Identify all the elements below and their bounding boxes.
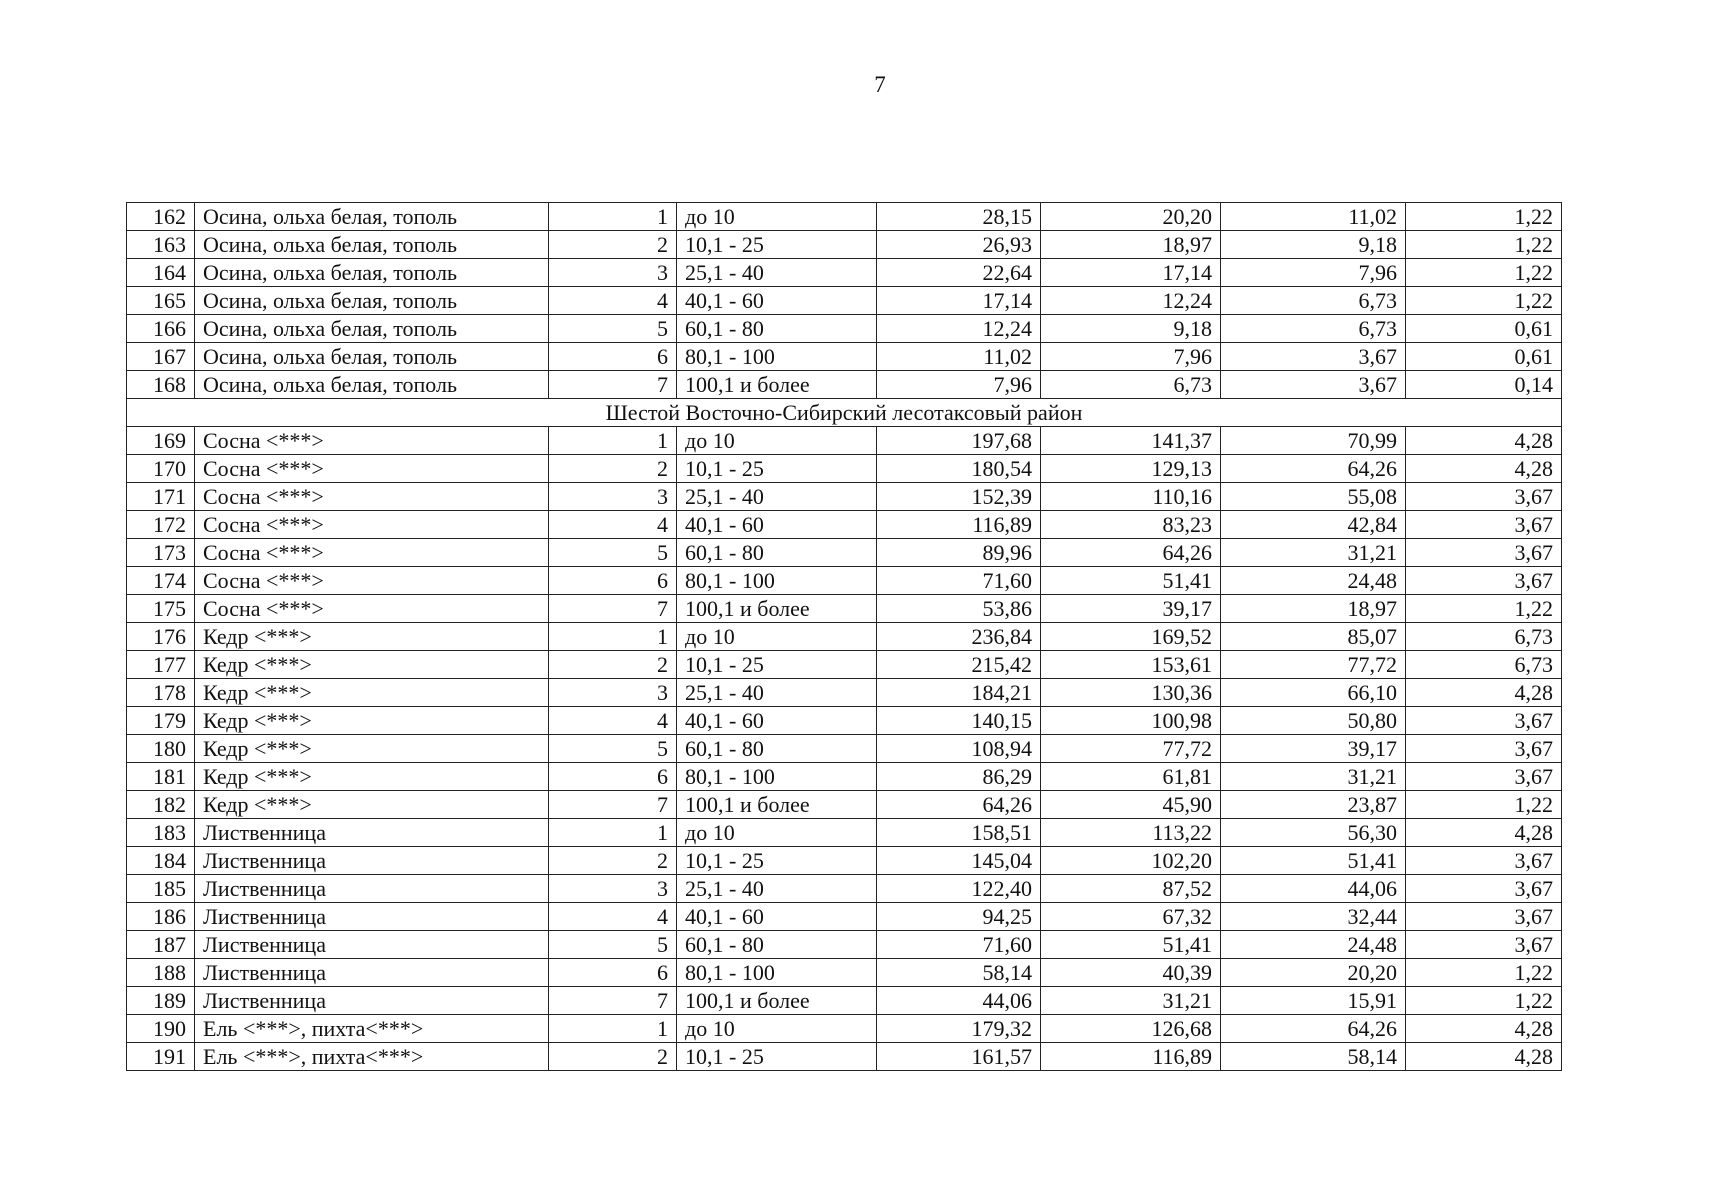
rate-table <box>126 202 1562 1071</box>
rate-value-4: 4,28 <box>1406 1015 1562 1043</box>
grade-number: 5 <box>549 315 677 343</box>
diameter-range: 100,1 и более <box>677 791 877 819</box>
table-row <box>127 455 1562 483</box>
species-name: Лиственница <box>195 875 549 903</box>
grade-number: 3 <box>549 679 677 707</box>
species-name: Сосна <***> <box>195 427 549 455</box>
rate-value-2: 100,98 <box>1041 707 1221 735</box>
diameter-range: 10,1 - 25 <box>677 651 877 679</box>
table-row <box>127 1015 1562 1043</box>
rate-value-3: 23,87 <box>1221 791 1406 819</box>
table-row <box>127 791 1562 819</box>
rate-value-3: 58,14 <box>1221 1043 1406 1071</box>
row-number: 179 <box>127 707 195 735</box>
section-heading: Шестой Восточно-Сибирский лесотаксовый район <box>127 399 1562 427</box>
species-name: Кедр <***> <box>195 763 549 791</box>
row-number: 185 <box>127 875 195 903</box>
rate-value-1: 197,68 <box>877 427 1041 455</box>
rate-value-4: 1,22 <box>1406 231 1562 259</box>
species-name: Лиственница <box>195 903 549 931</box>
row-number: 167 <box>127 343 195 371</box>
rate-value-1: 108,94 <box>877 735 1041 763</box>
species-name: Осина, ольха белая, тополь <box>195 287 549 315</box>
grade-number: 4 <box>549 287 677 315</box>
rate-value-2: 6,73 <box>1041 371 1221 399</box>
rate-value-2: 102,20 <box>1041 847 1221 875</box>
rate-value-3: 9,18 <box>1221 231 1406 259</box>
table-row <box>127 735 1562 763</box>
rate-value-3: 20,20 <box>1221 959 1406 987</box>
species-name: Ель <***>, пихта<***> <box>195 1043 549 1071</box>
rate-value-3: 64,26 <box>1221 455 1406 483</box>
rate-value-1: 140,15 <box>877 707 1041 735</box>
species-name: Сосна <***> <box>195 567 549 595</box>
table-row <box>127 595 1562 623</box>
table-row <box>127 651 1562 679</box>
diameter-range: 100,1 и более <box>677 371 877 399</box>
grade-number: 6 <box>549 763 677 791</box>
rate-value-4: 1,22 <box>1406 987 1562 1015</box>
table-row <box>127 707 1562 735</box>
rate-value-1: 28,15 <box>877 203 1041 231</box>
rate-value-1: 11,02 <box>877 343 1041 371</box>
species-name: Лиственница <box>195 959 549 987</box>
grade-number: 2 <box>549 651 677 679</box>
rate-value-1: 71,60 <box>877 931 1041 959</box>
rate-value-1: 58,14 <box>877 959 1041 987</box>
rate-value-2: 141,37 <box>1041 427 1221 455</box>
grade-number: 2 <box>549 231 677 259</box>
table-row <box>127 259 1562 287</box>
species-name: Кедр <***> <box>195 735 549 763</box>
rate-value-1: 116,89 <box>877 511 1041 539</box>
grade-number: 7 <box>549 595 677 623</box>
rate-value-4: 4,28 <box>1406 679 1562 707</box>
row-number: 175 <box>127 595 195 623</box>
species-name: Кедр <***> <box>195 679 549 707</box>
species-name: Кедр <***> <box>195 623 549 651</box>
species-name: Кедр <***> <box>195 707 549 735</box>
rate-value-2: 153,61 <box>1041 651 1221 679</box>
rate-value-1: 161,57 <box>877 1043 1041 1071</box>
rate-value-3: 44,06 <box>1221 875 1406 903</box>
rate-value-1: 53,86 <box>877 595 1041 623</box>
diameter-range: 25,1 - 40 <box>677 875 877 903</box>
species-name: Сосна <***> <box>195 595 549 623</box>
rate-value-4: 1,22 <box>1406 595 1562 623</box>
rate-value-2: 116,89 <box>1041 1043 1221 1071</box>
rate-value-1: 17,14 <box>877 287 1041 315</box>
diameter-range: 40,1 - 60 <box>677 511 877 539</box>
rate-value-2: 39,17 <box>1041 595 1221 623</box>
rate-value-3: 24,48 <box>1221 931 1406 959</box>
table-row <box>127 875 1562 903</box>
rate-value-4: 3,67 <box>1406 903 1562 931</box>
rate-value-4: 3,67 <box>1406 567 1562 595</box>
rate-value-3: 42,84 <box>1221 511 1406 539</box>
table-row <box>127 315 1562 343</box>
rate-value-4: 4,28 <box>1406 1043 1562 1071</box>
row-number: 178 <box>127 679 195 707</box>
page-number: 7 <box>874 72 886 97</box>
grade-number: 2 <box>549 455 677 483</box>
species-name: Осина, ольха белая, тополь <box>195 315 549 343</box>
row-number: 183 <box>127 819 195 847</box>
rate-value-3: 64,26 <box>1221 1015 1406 1043</box>
rate-value-1: 64,26 <box>877 791 1041 819</box>
grade-number: 4 <box>549 707 677 735</box>
row-number: 176 <box>127 623 195 651</box>
row-number: 184 <box>127 847 195 875</box>
rate-value-3: 50,80 <box>1221 707 1406 735</box>
rate-value-4: 0,61 <box>1406 343 1562 371</box>
rate-value-3: 77,72 <box>1221 651 1406 679</box>
grade-number: 6 <box>549 567 677 595</box>
rate-value-1: 179,32 <box>877 1015 1041 1043</box>
rate-value-4: 3,67 <box>1406 847 1562 875</box>
diameter-range: 40,1 - 60 <box>677 903 877 931</box>
rate-value-4: 4,28 <box>1406 455 1562 483</box>
rate-value-4: 6,73 <box>1406 623 1562 651</box>
rate-value-3: 32,44 <box>1221 903 1406 931</box>
diameter-range: 100,1 и более <box>677 595 877 623</box>
diameter-range: 25,1 - 40 <box>677 679 877 707</box>
species-name: Осина, ольха белая, тополь <box>195 371 549 399</box>
rate-value-2: 40,39 <box>1041 959 1221 987</box>
rate-value-1: 152,39 <box>877 483 1041 511</box>
diameter-range: 80,1 - 100 <box>677 567 877 595</box>
species-name: Сосна <***> <box>195 483 549 511</box>
grade-number: 1 <box>549 203 677 231</box>
rate-value-3: 51,41 <box>1221 847 1406 875</box>
rate-value-4: 4,28 <box>1406 819 1562 847</box>
rate-value-1: 184,21 <box>877 679 1041 707</box>
row-number: 162 <box>127 203 195 231</box>
grade-number: 5 <box>549 735 677 763</box>
rate-value-4: 3,67 <box>1406 483 1562 511</box>
row-number: 171 <box>127 483 195 511</box>
row-number: 170 <box>127 455 195 483</box>
grade-number: 6 <box>549 959 677 987</box>
row-number: 173 <box>127 539 195 567</box>
rate-value-2: 51,41 <box>1041 931 1221 959</box>
rate-value-3: 31,21 <box>1221 763 1406 791</box>
rate-value-3: 3,67 <box>1221 371 1406 399</box>
diameter-range: 60,1 - 80 <box>677 735 877 763</box>
rate-value-2: 64,26 <box>1041 539 1221 567</box>
rate-value-2: 7,96 <box>1041 343 1221 371</box>
rate-table-body <box>127 203 1562 1071</box>
rate-value-3: 39,17 <box>1221 735 1406 763</box>
diameter-range: до 10 <box>677 623 877 651</box>
row-number: 181 <box>127 763 195 791</box>
rate-value-4: 1,22 <box>1406 287 1562 315</box>
rate-value-1: 71,60 <box>877 567 1041 595</box>
grade-number: 1 <box>549 623 677 651</box>
rate-value-2: 18,97 <box>1041 231 1221 259</box>
grade-number: 6 <box>549 343 677 371</box>
row-number: 172 <box>127 511 195 539</box>
diameter-range: до 10 <box>677 819 877 847</box>
species-name: Осина, ольха белая, тополь <box>195 231 549 259</box>
species-name: Лиственница <box>195 847 549 875</box>
rate-value-4: 3,67 <box>1406 511 1562 539</box>
rate-value-1: 236,84 <box>877 623 1041 651</box>
species-name: Сосна <***> <box>195 455 549 483</box>
grade-number: 5 <box>549 539 677 567</box>
diameter-range: до 10 <box>677 203 877 231</box>
rate-value-3: 56,30 <box>1221 819 1406 847</box>
table-row <box>127 623 1562 651</box>
rate-value-3: 7,96 <box>1221 259 1406 287</box>
row-number: 169 <box>127 427 195 455</box>
row-number: 177 <box>127 651 195 679</box>
rate-value-3: 66,10 <box>1221 679 1406 707</box>
table-row <box>127 343 1562 371</box>
section-row <box>127 399 1562 427</box>
rate-value-4: 3,67 <box>1406 875 1562 903</box>
rate-value-2: 126,68 <box>1041 1015 1221 1043</box>
diameter-range: 60,1 - 80 <box>677 315 877 343</box>
rate-value-1: 44,06 <box>877 987 1041 1015</box>
row-number: 165 <box>127 287 195 315</box>
rate-value-3: 3,67 <box>1221 343 1406 371</box>
species-name: Лиственница <box>195 931 549 959</box>
rate-value-4: 1,22 <box>1406 791 1562 819</box>
row-number: 182 <box>127 791 195 819</box>
table-row <box>127 203 1562 231</box>
rate-value-4: 1,22 <box>1406 203 1562 231</box>
rate-value-1: 180,54 <box>877 455 1041 483</box>
rate-value-2: 77,72 <box>1041 735 1221 763</box>
table-row <box>127 231 1562 259</box>
table-row <box>127 847 1562 875</box>
table-row <box>127 931 1562 959</box>
rate-value-1: 94,25 <box>877 903 1041 931</box>
row-number: 168 <box>127 371 195 399</box>
table-row <box>127 959 1562 987</box>
diameter-range: 80,1 - 100 <box>677 959 877 987</box>
grade-number: 3 <box>549 875 677 903</box>
table-row <box>127 679 1562 707</box>
species-name: Лиственница <box>195 819 549 847</box>
rate-value-4: 3,67 <box>1406 707 1562 735</box>
row-number: 189 <box>127 987 195 1015</box>
rate-value-4: 3,67 <box>1406 735 1562 763</box>
row-number: 164 <box>127 259 195 287</box>
rate-value-1: 145,04 <box>877 847 1041 875</box>
rate-value-2: 67,32 <box>1041 903 1221 931</box>
rate-value-2: 129,13 <box>1041 455 1221 483</box>
rate-value-1: 26,93 <box>877 231 1041 259</box>
rate-value-4: 4,28 <box>1406 427 1562 455</box>
diameter-range: до 10 <box>677 1015 877 1043</box>
grade-number: 5 <box>549 931 677 959</box>
grade-number: 3 <box>549 259 677 287</box>
rate-value-1: 22,64 <box>877 259 1041 287</box>
row-number: 180 <box>127 735 195 763</box>
rate-value-2: 17,14 <box>1041 259 1221 287</box>
table-row <box>127 1043 1562 1071</box>
grade-number: 7 <box>549 987 677 1015</box>
row-number: 190 <box>127 1015 195 1043</box>
rate-value-2: 113,22 <box>1041 819 1221 847</box>
grade-number: 7 <box>549 371 677 399</box>
row-number: 163 <box>127 231 195 259</box>
rate-value-4: 0,14 <box>1406 371 1562 399</box>
row-number: 191 <box>127 1043 195 1071</box>
diameter-range: 40,1 - 60 <box>677 287 877 315</box>
table-row <box>127 371 1562 399</box>
rate-value-4: 0,61 <box>1406 315 1562 343</box>
diameter-range: 25,1 - 40 <box>677 259 877 287</box>
species-name: Сосна <***> <box>195 511 549 539</box>
table-row <box>127 819 1562 847</box>
table-row <box>127 567 1562 595</box>
rate-value-3: 11,02 <box>1221 203 1406 231</box>
row-number: 174 <box>127 567 195 595</box>
grade-number: 2 <box>549 1043 677 1071</box>
rate-value-4: 3,67 <box>1406 763 1562 791</box>
rate-value-3: 31,21 <box>1221 539 1406 567</box>
diameter-range: до 10 <box>677 427 877 455</box>
diameter-range: 10,1 - 25 <box>677 455 877 483</box>
grade-number: 1 <box>549 427 677 455</box>
row-number: 186 <box>127 903 195 931</box>
grade-number: 4 <box>549 511 677 539</box>
rate-value-3: 6,73 <box>1221 287 1406 315</box>
rate-value-2: 110,16 <box>1041 483 1221 511</box>
table-row <box>127 427 1562 455</box>
diameter-range: 80,1 - 100 <box>677 763 877 791</box>
rate-value-2: 31,21 <box>1041 987 1221 1015</box>
table-row <box>127 763 1562 791</box>
species-name: Осина, ольха белая, тополь <box>195 343 549 371</box>
rate-value-1: 215,42 <box>877 651 1041 679</box>
grade-number: 3 <box>549 483 677 511</box>
species-name: Сосна <***> <box>195 539 549 567</box>
diameter-range: 10,1 - 25 <box>677 231 877 259</box>
species-name: Ель <***>, пихта<***> <box>195 1015 549 1043</box>
rate-value-2: 51,41 <box>1041 567 1221 595</box>
rate-value-3: 70,99 <box>1221 427 1406 455</box>
rate-value-3: 85,07 <box>1221 623 1406 651</box>
table-row <box>127 903 1562 931</box>
table-row <box>127 511 1562 539</box>
rate-value-3: 55,08 <box>1221 483 1406 511</box>
rate-value-2: 130,36 <box>1041 679 1221 707</box>
rate-value-1: 122,40 <box>877 875 1041 903</box>
row-number: 188 <box>127 959 195 987</box>
rate-value-3: 18,97 <box>1221 595 1406 623</box>
diameter-range: 10,1 - 25 <box>677 1043 877 1071</box>
rate-value-1: 7,96 <box>877 371 1041 399</box>
rate-value-2: 61,81 <box>1041 763 1221 791</box>
rate-value-3: 15,91 <box>1221 987 1406 1015</box>
rate-value-2: 20,20 <box>1041 203 1221 231</box>
diameter-range: 25,1 - 40 <box>677 483 877 511</box>
rate-value-4: 3,67 <box>1406 931 1562 959</box>
rate-value-1: 158,51 <box>877 819 1041 847</box>
table-row <box>127 287 1562 315</box>
rate-value-2: 9,18 <box>1041 315 1221 343</box>
rate-value-1: 89,96 <box>877 539 1041 567</box>
diameter-range: 60,1 - 80 <box>677 539 877 567</box>
grade-number: 1 <box>549 1015 677 1043</box>
diameter-range: 10,1 - 25 <box>677 847 877 875</box>
diameter-range: 60,1 - 80 <box>677 931 877 959</box>
row-number: 187 <box>127 931 195 959</box>
rate-value-1: 86,29 <box>877 763 1041 791</box>
species-name: Кедр <***> <box>195 651 549 679</box>
rate-value-1: 12,24 <box>877 315 1041 343</box>
species-name: Кедр <***> <box>195 791 549 819</box>
table-row <box>127 539 1562 567</box>
grade-number: 7 <box>549 791 677 819</box>
rate-value-4: 1,22 <box>1406 259 1562 287</box>
grade-number: 4 <box>549 903 677 931</box>
rate-value-3: 6,73 <box>1221 315 1406 343</box>
rate-value-4: 6,73 <box>1406 651 1562 679</box>
rate-value-2: 83,23 <box>1041 511 1221 539</box>
rate-value-4: 1,22 <box>1406 959 1562 987</box>
rate-value-2: 12,24 <box>1041 287 1221 315</box>
table-row <box>127 987 1562 1015</box>
rate-value-2: 169,52 <box>1041 623 1221 651</box>
species-name: Осина, ольха белая, тополь <box>195 259 549 287</box>
grade-number: 2 <box>549 847 677 875</box>
rate-value-4: 3,67 <box>1406 539 1562 567</box>
diameter-range: 100,1 и более <box>677 987 877 1015</box>
grade-number: 1 <box>549 819 677 847</box>
diameter-range: 80,1 - 100 <box>677 343 877 371</box>
species-name: Лиственница <box>195 987 549 1015</box>
table-row <box>127 483 1562 511</box>
rate-value-2: 87,52 <box>1041 875 1221 903</box>
species-name: Осина, ольха белая, тополь <box>195 203 549 231</box>
rate-value-2: 45,90 <box>1041 791 1221 819</box>
rate-value-3: 24,48 <box>1221 567 1406 595</box>
diameter-range: 40,1 - 60 <box>677 707 877 735</box>
row-number: 166 <box>127 315 195 343</box>
